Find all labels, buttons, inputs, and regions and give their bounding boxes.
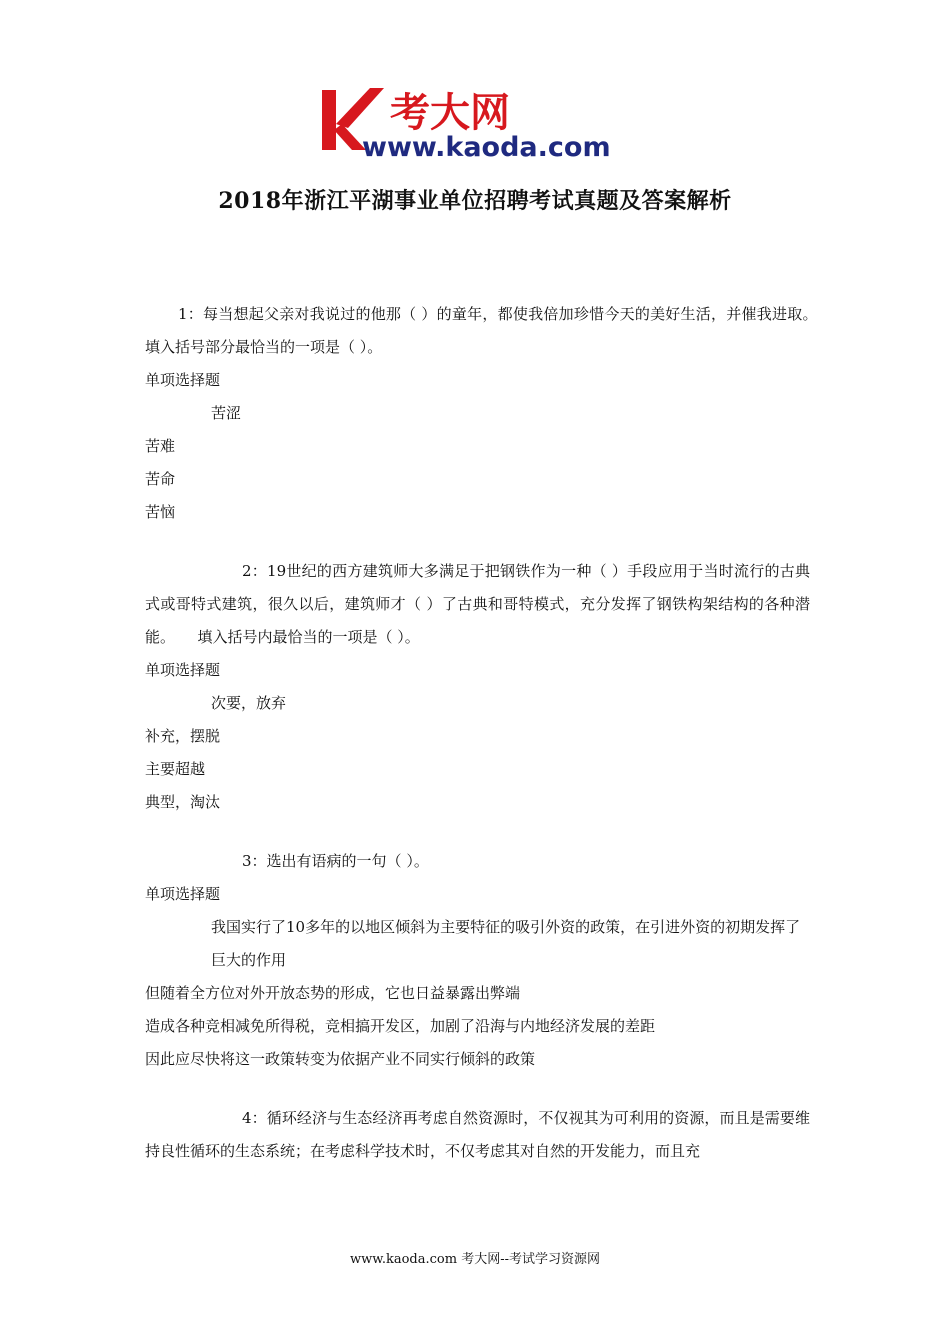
question-stem-4: 4：循环经济与生态经济再考虑自然资源时，不仅视其为可利用的资源，而且是需要维持良性循环的生态系统；在考虑科学技术时，不仅考虑其对自然的开发能力，而且充 [145, 1109, 810, 1160]
question-type-3: 单项选择题 [145, 885, 221, 903]
spacer [145, 819, 810, 845]
kaoda-logo-graphic [318, 84, 638, 160]
spacer [145, 529, 810, 555]
option-1d: 苦恼 [145, 503, 176, 521]
svg-text:www.kaoda.com: www.kaoda.com [362, 132, 611, 160]
option-2a: 次要，放弃 [211, 694, 287, 712]
kaoda-logo [318, 84, 638, 160]
question-list [145, 298, 841, 1168]
svg-text:考大网: 考大网 [390, 90, 510, 136]
option-3c: 造成各种竞相减免所得税，竞相搞开发区，加剧了沿海与内地经济发展的差距 [145, 1017, 656, 1035]
option-1b: 苦难 [145, 437, 176, 455]
option-3a: 我国实行了10多年的以地区倾斜为主要特征的吸引外资的政策，在引进外资的初期发挥了巨大的作用 [211, 918, 801, 969]
option-2d: 典型，淘汰 [145, 793, 221, 811]
question-type-2: 单项选择题 [145, 661, 221, 679]
option-2b: 补充，摆脱 [145, 727, 221, 745]
question-stem-2: 2：19世纪的西方建筑师大多满足于把钢铁作为一种（ ）手段应用于当时流行的古典式或哥特式建筑，很久以后，建筑师才（ ）了古典和哥特模式，充分发挥了钢铁构架结构的各种潜能。 填入括号内最恰当的一项是（ ）。 [145, 562, 810, 646]
option-1c: 苦命 [145, 470, 176, 488]
page-footer: www.kaoda.com 考大网--考试学习资源网 [350, 1252, 600, 1267]
option-2c: 主要超越 [145, 760, 206, 778]
option-3d: 因此应尽快将这一政策转变为依据产业不同实行倾斜的政策 [145, 1050, 536, 1068]
question-stem-3: 3：选出有语病的一句（ ）。 [242, 852, 429, 870]
spacer [145, 1076, 810, 1102]
option-3b: 但随着全方位对外开放态势的形成，它也日益暴露出弊端 [145, 984, 521, 1002]
question-stem-1: 1：每当想起父亲对我说过的他那（ ）的童年，都使我倍加珍惜今天的美好生活，并催我进取。 填入括号部分最恰当的一项是（ ）。 [145, 305, 841, 356]
option-1a: 苦涩 [211, 404, 242, 422]
page-title: 2018年浙江平湖事业单位招聘考试真题及答案解析 [218, 188, 732, 214]
question-type-1: 单项选择题 [145, 371, 221, 389]
